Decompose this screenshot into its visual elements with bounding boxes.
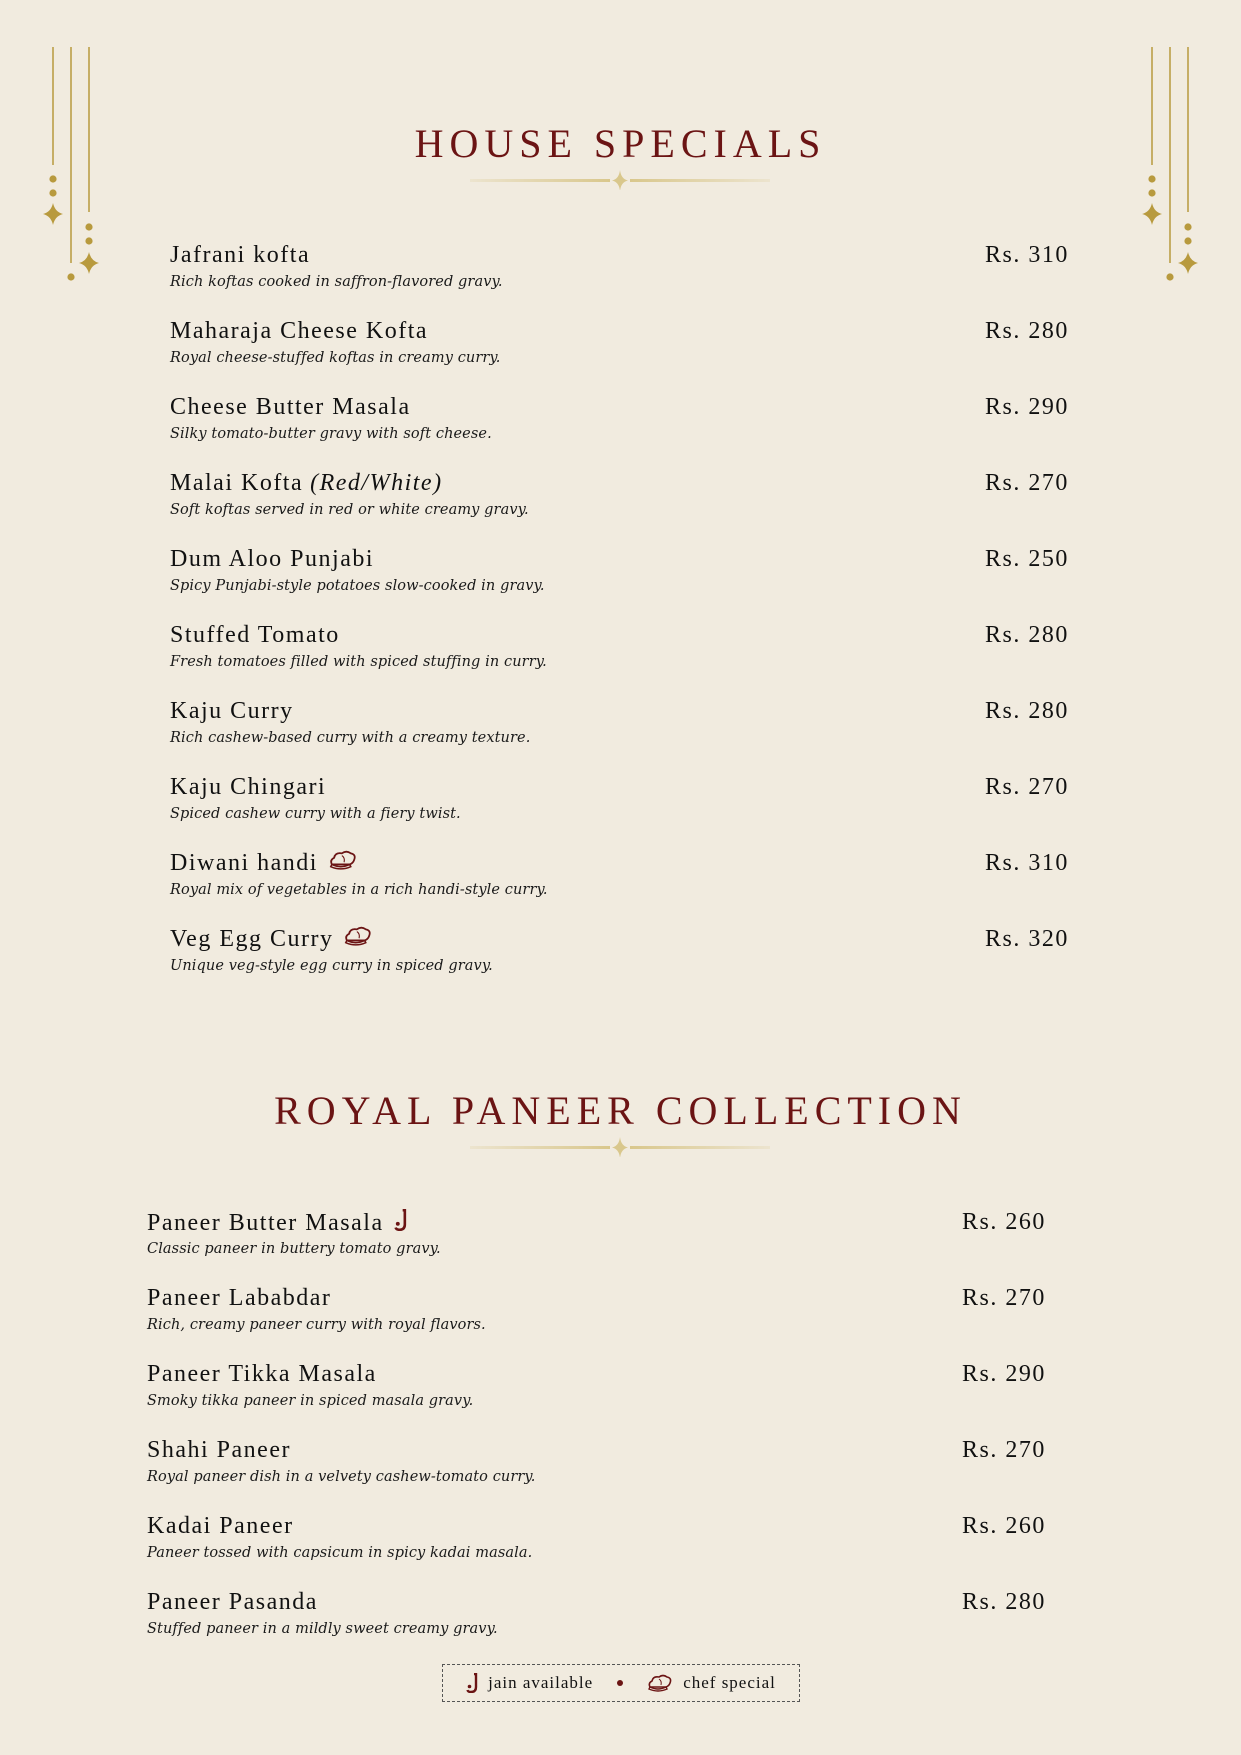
menu-item-title: Stuffed Tomato <box>170 622 340 648</box>
chef-hat-icon <box>328 850 358 877</box>
menu-item-price: Rs. 320 <box>985 926 1069 952</box>
menu-item-name <box>170 470 443 497</box>
menu-item-description: Rich, creamy paneer curry with royal flavors. <box>147 1317 486 1333</box>
menu-item-title: Jafrani kofta <box>170 242 311 268</box>
menu-item-price: Rs. 280 <box>962 1589 1046 1615</box>
menu-item <box>170 926 1070 986</box>
menu-item-name <box>147 1437 291 1464</box>
menu-item-description: Stuffed paneer in a mildly sweet creamy gravy. <box>147 1621 498 1637</box>
menu-item-name <box>147 1285 331 1312</box>
menu-item-price: Rs. 270 <box>962 1437 1046 1463</box>
menu-item-title: Malai Kofta <box>170 470 304 496</box>
menu-item <box>170 622 1070 682</box>
menu-item-price: Rs. 260 <box>962 1513 1046 1539</box>
chef-hat-icon <box>647 1674 673 1692</box>
menu-item-price: Rs. 250 <box>985 546 1069 572</box>
section-title-royal-paneer-collection: ROYAL PANEER COLLECTION <box>274 1088 967 1133</box>
legend-separator-dot <box>617 1680 623 1686</box>
menu-item <box>147 1209 1047 1269</box>
menu-item-description: Spicy Punjabi-style potatoes slow-cooked in gravy. <box>170 578 545 594</box>
menu-item-price: Rs. 280 <box>985 318 1069 344</box>
menu-item <box>147 1285 1047 1345</box>
menu-item <box>147 1589 1047 1649</box>
menu-item-description: Spiced cashew curry with a fiery twist. <box>170 806 461 822</box>
menu-item-name <box>170 850 358 877</box>
menu-item-price: Rs. 260 <box>962 1209 1046 1235</box>
menu-item <box>147 1513 1047 1573</box>
menu-item-title: Diwani handi <box>170 850 318 876</box>
ornamental-divider <box>470 170 770 190</box>
menu-item-description: Unique veg-style egg curry in spiced gravy. <box>170 958 493 974</box>
menu-item-name <box>170 394 411 421</box>
menu-item-description: Paneer tossed with capsicum in spicy kadai masala. <box>147 1545 533 1561</box>
menu-item-variant: (Red/White) <box>310 470 443 496</box>
menu-item-title: Kaju Curry <box>170 698 294 724</box>
menu-item <box>170 242 1070 302</box>
menu-item <box>170 470 1070 530</box>
ornamental-divider <box>470 1137 770 1157</box>
menu-item-title: Veg Egg Curry <box>170 926 334 952</box>
menu-item <box>170 546 1070 606</box>
menu-item-description: Classic paneer in buttery tomato gravy. <box>147 1241 441 1257</box>
menu-item-price: Rs. 280 <box>985 622 1069 648</box>
menu-item-title: Maharaja Cheese Kofta <box>170 318 429 344</box>
menu-item <box>147 1437 1047 1497</box>
menu-item-name <box>147 1513 294 1540</box>
menu-item <box>170 774 1070 834</box>
menu-item-name <box>170 622 340 649</box>
section-title-house-specials: HOUSE SPECIALS <box>414 121 827 166</box>
menu-item-name <box>170 242 310 269</box>
menu-item-description: Royal cheese-stuffed koftas in creamy curry. <box>170 350 501 366</box>
menu-item-price: Rs. 270 <box>985 774 1069 800</box>
menu-item-price: Rs. 310 <box>985 850 1069 876</box>
menu-item-price: Rs. 290 <box>962 1361 1046 1387</box>
menu-item-description: Rich koftas cooked in saffron-flavored gravy. <box>170 274 503 290</box>
menu-item-name <box>170 318 428 345</box>
menu-item <box>170 850 1070 910</box>
menu-item-description: Fresh tomatoes filled with spiced stuffing in curry. <box>170 654 547 670</box>
menu-item-name <box>170 774 326 801</box>
legend-chef-label: chef special <box>683 1673 776 1692</box>
menu-item-title: Shahi Paneer <box>147 1437 291 1463</box>
jain-icon <box>394 1209 407 1238</box>
chef-hat-icon <box>343 926 373 953</box>
menu-item-name <box>170 926 373 953</box>
menu-item <box>147 1361 1047 1421</box>
menu-item-name <box>147 1361 377 1388</box>
menu-item-title: Paneer Tikka Masala <box>147 1361 377 1387</box>
legend-box <box>442 1664 800 1702</box>
menu-item-description: Rich cashew-based curry with a creamy texture. <box>170 730 531 746</box>
menu-item <box>170 698 1070 758</box>
menu-item-price: Rs. 290 <box>985 394 1069 420</box>
menu-item-description: Royal paneer dish in a velvety cashew-tomato curry. <box>147 1469 536 1485</box>
menu-item <box>170 394 1070 454</box>
menu-item-title: Paneer Lababdar <box>147 1285 332 1311</box>
menu-item-title: Kaju Chingari <box>170 774 327 800</box>
menu-item-title: Paneer Butter Masala <box>147 1210 384 1236</box>
menu-item-price: Rs. 280 <box>985 698 1069 724</box>
menu-item-price: Rs. 270 <box>985 470 1069 496</box>
menu-item-title: Paneer Pasanda <box>147 1589 318 1615</box>
menu-item-name <box>170 698 294 725</box>
menu-item-description: Silky tomato-butter gravy with soft cheese. <box>170 426 492 442</box>
menu-item-title: Kadai Paneer <box>147 1513 294 1539</box>
jain-icon <box>466 1673 478 1693</box>
menu-item-price: Rs. 270 <box>962 1285 1046 1311</box>
menu-item-description: Soft koftas served in red or white creamy gravy. <box>170 502 529 518</box>
menu-item <box>170 318 1070 378</box>
menu-item-price: Rs. 310 <box>985 242 1069 268</box>
menu-item-description: Royal mix of vegetables in a rich handi-style curry. <box>170 882 548 898</box>
menu-item-name <box>170 546 374 573</box>
menu-item-name <box>147 1589 318 1616</box>
menu-item-description: Smoky tikka paneer in spiced masala gravy. <box>147 1393 474 1409</box>
menu-item-title: Cheese Butter Masala <box>170 394 411 420</box>
menu-item-title: Dum Aloo Punjabi <box>170 546 375 572</box>
legend-jain-label: jain available <box>488 1673 594 1692</box>
menu-item-name <box>147 1209 407 1238</box>
